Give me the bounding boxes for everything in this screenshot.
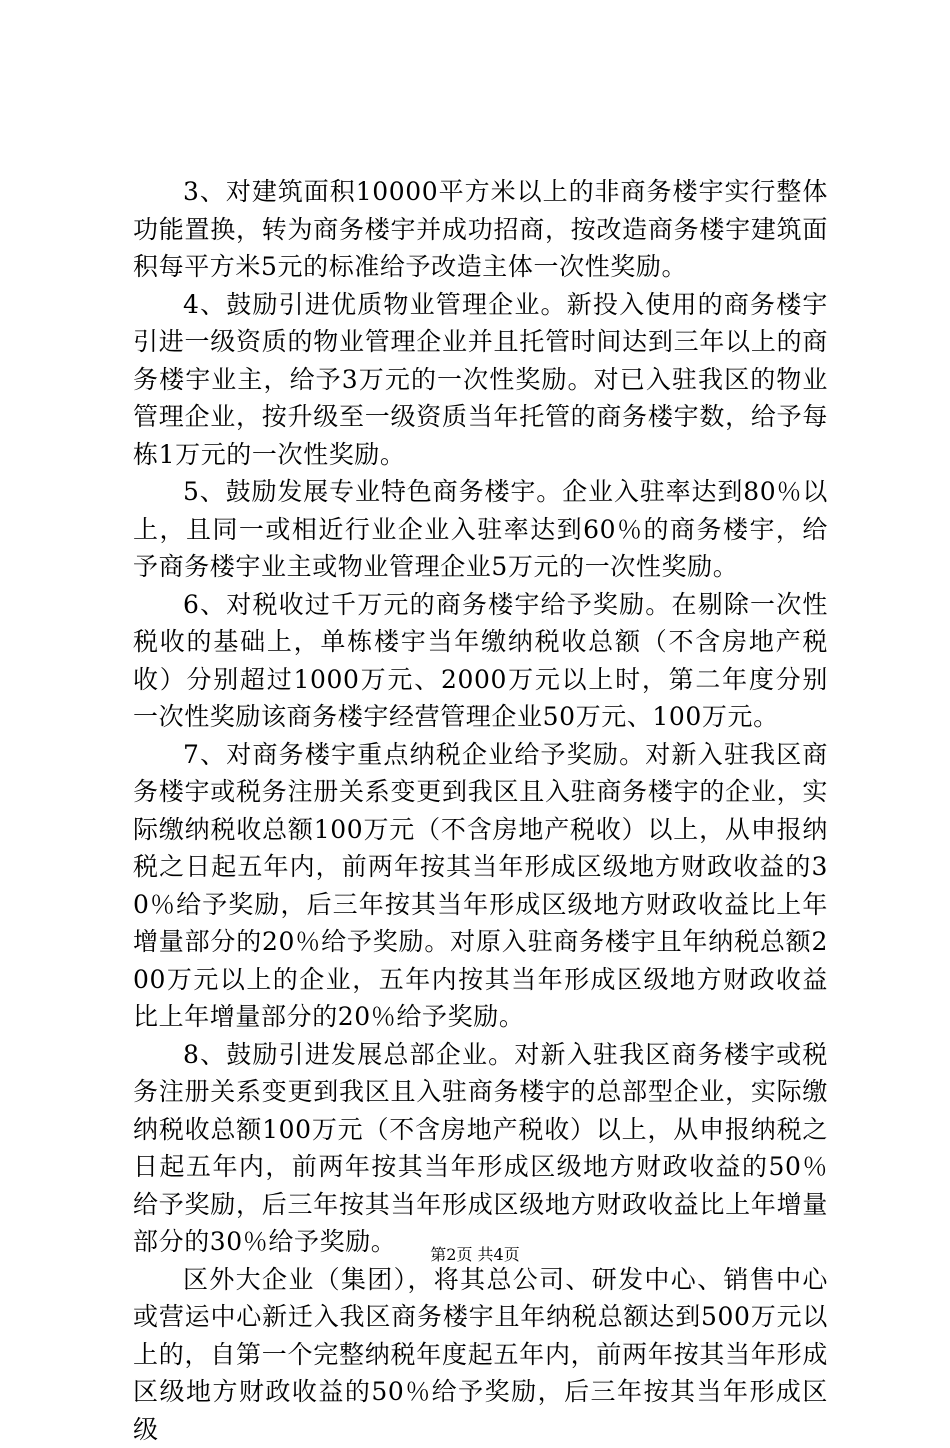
paragraph-external-enterprise: 区外大企业（集团），将其总公司、研发中心、销售中心或营运中心新迁入我区商务楼宇且年纳税总额达到500万元以上的，自第一个完整纳税年度起五年内，前两年按其当年形成区级地方财政收益的50％给予奖励，后三年按其当年形成区级 <box>133 1261 828 1448</box>
page-number-footer: 第2页 共4页 <box>0 1245 950 1265</box>
paragraph-7: 7、对商务楼宇重点纳税企业给予奖励。对新入驻我区商务楼宇或税务注册关系变更到我区且入驻商务楼宇的企业，实际缴纳税收总额100万元（不含房地产税收）以上，从申报纳税之日起五年内，前两年按其当年形成区级地方财政收益的30％给予奖励，后三年按其当年形成区级地方财政收益比上年增量部分的20％给予奖励。对原入驻商务楼宇且年纳税总额200万元以上的企业，五年内按其当年形成区级地方财政收益比上年增量部分的20％给予奖励。 <box>133 736 828 1036</box>
paragraph-4: 4、鼓励引进优质物业管理企业。新投入使用的商务楼宇引进一级资质的物业管理企业并且托管时间达到三年以上的商务楼宇业主，给予3万元的一次性奖励。对已入驻我区的物业管理企业，按升级至一级资质当年托管的商务楼宇数，给予每栋1万元的一次性奖励。 <box>133 286 828 474</box>
paragraph-5: 5、鼓励发展专业特色商务楼宇。企业入驻率达到80％以上，且同一或相近行业企业入驻率达到60％的商务楼宇，给予商务楼宇业主或物业管理企业5万元的一次性奖励。 <box>133 473 828 586</box>
paragraph-8: 8、鼓励引进发展总部企业。对新入驻我区商务楼宇或税务注册关系变更到我区且入驻商务楼宇的总部型企业，实际缴纳税收总额100万元（不含房地产税收）以上，从申报纳税之日起五年内，前两年按其当年形成区级地方财政收益的50％给予奖励，后三年按其当年形成区级地方财政收益比上年增量部分的30％给予奖励。 <box>133 1036 828 1261</box>
paragraph-3: 3、对建筑面积10000平方米以上的非商务楼宇实行整体功能置换，转为商务楼宇并成功招商，按改造商务楼宇建筑面积每平方米5元的标准给予改造主体一次性奖励。 <box>133 173 828 286</box>
paragraph-6: 6、对税收过千万元的商务楼宇给予奖励。在剔除一次性税收的基础上，单栋楼宇当年缴纳税收总额（不含房地产税收）分别超过1000万元、2000万元以上时，第二年度分别一次性奖励该商务楼宇经营管理企业50万元、100万元。 <box>133 586 828 736</box>
